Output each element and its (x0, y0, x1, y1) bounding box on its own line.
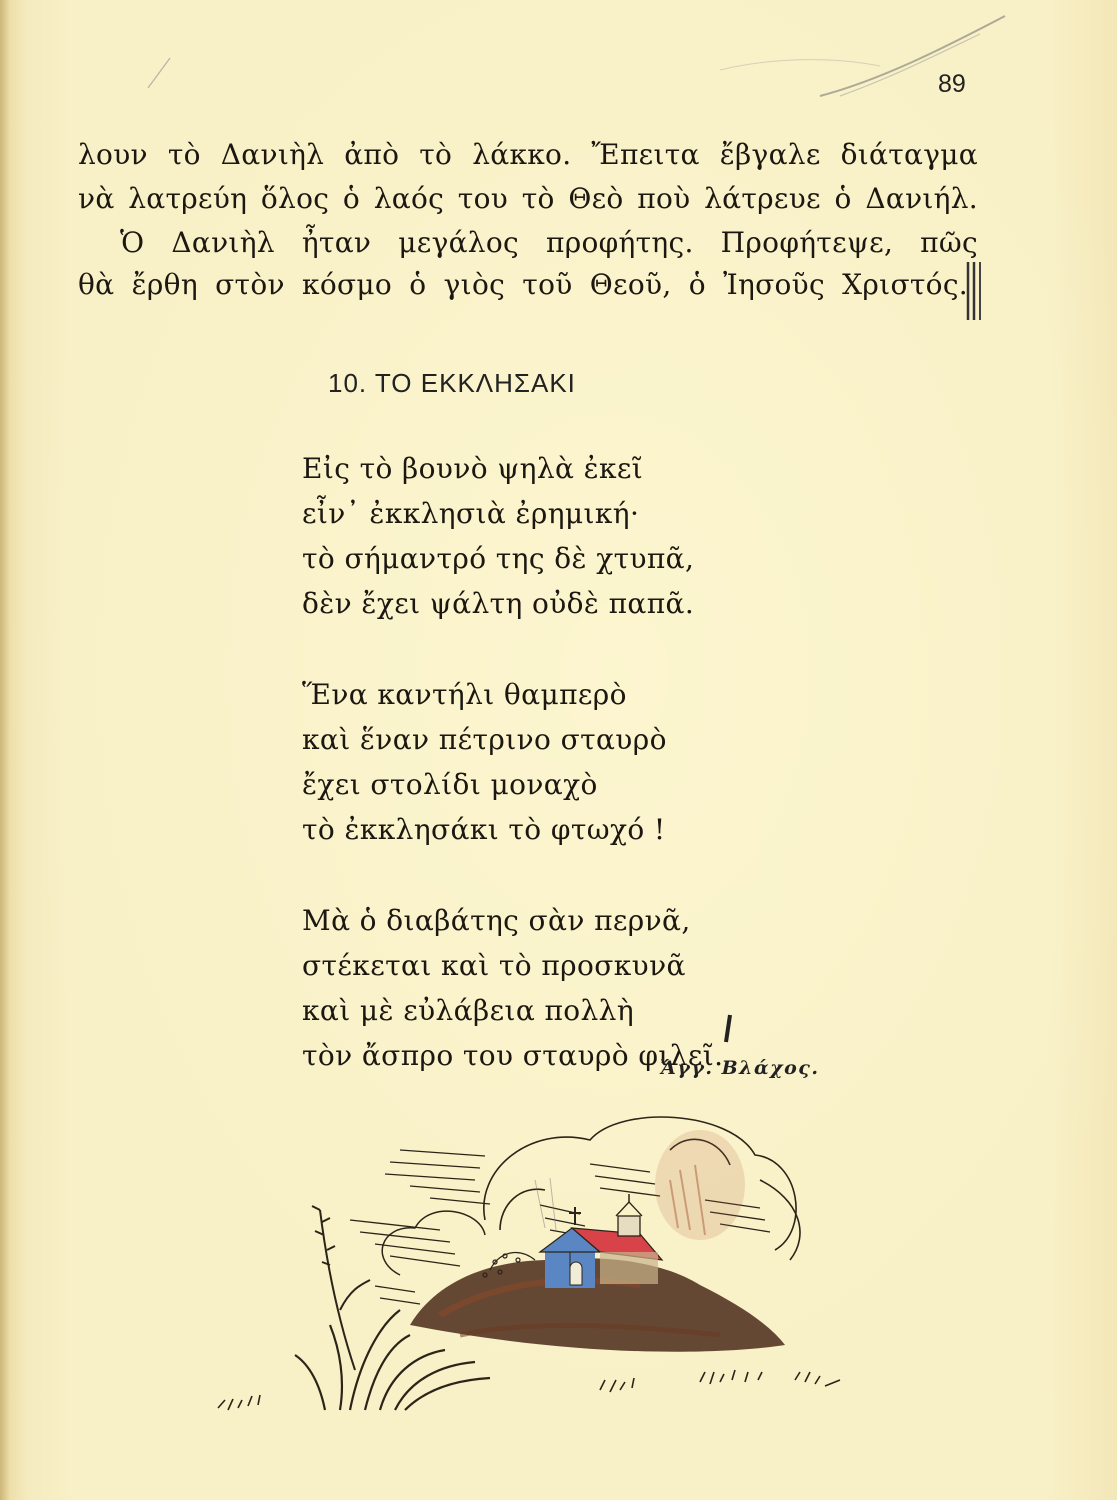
poem-line: καὶ μὲ εὐλάβεια πολλὴ (302, 994, 634, 1027)
ground-ticks (218, 1370, 840, 1410)
poem-line: Εἰς τὸ βουνὸ ψηλὰ ἐκεῖ (302, 452, 644, 485)
poem-stanza-1 (302, 446, 723, 626)
poem-line: δὲν ἔχει ψάλτη οὐδὲ παπᾶ. (302, 587, 695, 620)
section-heading: 10. ΤΟ ΕΚΚΛΗΣΑΚΙ (328, 368, 576, 398)
chapel-illustration (200, 1110, 860, 1440)
poem-line: τὸ σήμαντρό της δὲ χτυπᾶ, (302, 542, 695, 575)
page-number: 89 (938, 70, 966, 98)
prose-line-1: λουν τὸ Δανιὴλ ἀπὸ τὸ λάκκο. Ἔπειτα ἔβγαλε διάταγμα (78, 138, 978, 171)
poem-line: Ἕνα καντήλι θαμπερὸ (302, 678, 627, 711)
poem-stanza-2 (302, 672, 723, 852)
poem-line: τὸν ἄσπρο του σταυρὸ φιλεῖ. (302, 1039, 724, 1072)
chapel (540, 1194, 662, 1288)
plant-icon (312, 1206, 370, 1370)
poem-stanza-3 (302, 898, 723, 1078)
prose-line-2: νὰ λατρεύη ὅλος ὁ λαός του τὸ Θεὸ ποὺ λάτρευε ὁ Δανιήλ. (78, 182, 978, 215)
poem-line: ἔχει στολίδι μοναχὸ (302, 768, 598, 801)
poem-line: καὶ ἕναν πέτρινο σταυρὸ (302, 723, 667, 756)
left-cloud-outline (382, 1211, 485, 1275)
poem-line: εἶν᾿ ἐκκλησιὰ ἐρημική· (302, 497, 640, 530)
poem-author: Ἄγγ. Βλάχος. (660, 1057, 820, 1079)
poem (302, 446, 723, 1124)
poem-line: στέκεται καὶ τὸ προσκυνᾶ (302, 949, 686, 982)
poem-line: Μὰ ὁ διαβάτης σὰν περνᾶ, (302, 904, 691, 937)
prose-line-3: Ὁ Δανιὴλ ἦταν μεγάλος προφήτης. Προφήτεψε, πῶς (120, 226, 978, 259)
poem-line: τὸ ἐκκλησάκι τὸ φτωχό ! (302, 813, 666, 846)
prose-line-4: θὰ ἔρθη στὸν κόσμο ὁ γιὸς τοῦ Θεοῦ, ὁ Ἰησοῦς Χριστός. (78, 268, 968, 301)
bell-tower (618, 1216, 640, 1236)
watercolor-smudge (655, 1130, 745, 1240)
